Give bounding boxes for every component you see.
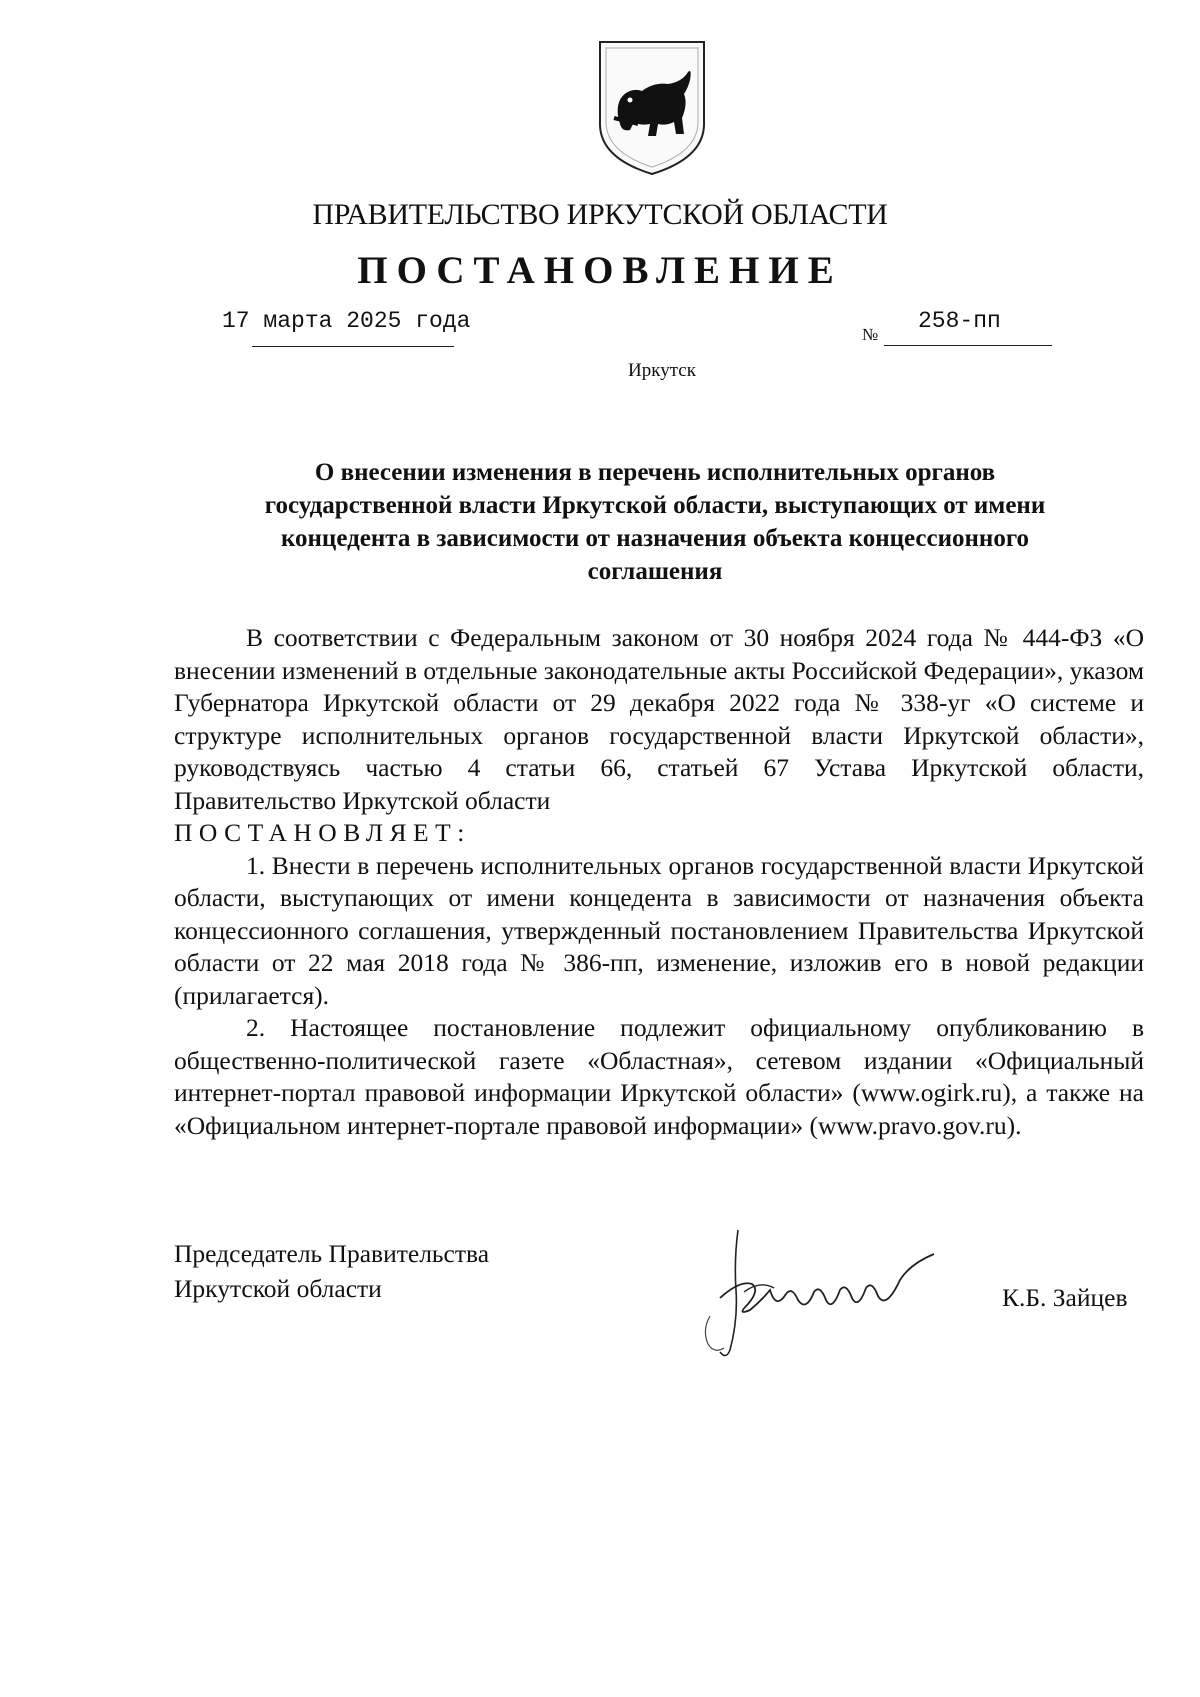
document-date: 17 марта 2025 года <box>222 308 471 334</box>
item-1-paragraph: 1. Внести в перечень исполнительных органов государственной власти Иркутской области, выступающих от имени концедента в зависимости от назначения объекта концессионного соглашения, утвержденный постановлением Правительства Иркутской области от 22 мая 2018 года № 386-пп, изменение, изложив его в новой редакции (прилагается). <box>174 850 1144 1010</box>
title-line: государственной власти Иркутской области, выступающих от имени <box>264 492 1046 519</box>
date-underline <box>252 346 454 347</box>
title-line: О внесении изменения в перечень исполнительных органов <box>314 459 996 486</box>
document-body <box>174 622 1144 1142</box>
number-sign: № <box>862 325 879 344</box>
signatory-position <box>174 1236 489 1306</box>
handwritten-signature-icon <box>690 1220 970 1370</box>
coat-of-arms-icon <box>596 38 708 178</box>
document-city: Иркутск <box>628 360 696 381</box>
title-line: соглашения <box>587 558 723 585</box>
position-line: Председатель Правительства <box>174 1239 490 1268</box>
position-line: Иркутской области <box>174 1274 382 1303</box>
decree-word: ПОСТАНОВЛЯЕТ: <box>174 818 471 847</box>
document-type: ПОСТАНОВЛЕНИЕ <box>357 249 843 292</box>
item-2-paragraph: 2. Настоящее постановление подлежит официальному опубликованию в общественно-политической газете «Областная», сетевом издании «Официальный интернет-портал правовой информации Иркутской области» (www.ogirk.ru), а также на «Официальном интернет-портале правовой информации» (www.pravo.gov.ru). <box>174 1013 1144 1140</box>
number-underline <box>884 345 1052 346</box>
organization-name: ПРАВИТЕЛЬСТВО ИРКУТСКОЙ ОБЛАСТИ <box>312 198 888 231</box>
document-number: 258-пп <box>918 308 1001 334</box>
document-title <box>160 456 1150 588</box>
signatory-name: К.Б. Зайцев <box>1002 1283 1128 1312</box>
title-line: концедента в зависимости от назначения объекта концессионного <box>280 525 1030 552</box>
preamble-paragraph: В соответствии с Федеральным законом от 30 ноября 2024 года № 444-ФЗ «О внесении изменений в отдельные законодательные акты Российской Федерации», указом Губернатора Иркутской области от 29 декабря 2022 года № 338-уг «О системе и структуре исполнительных органов государственной власти Иркутской области», руководствуясь частью 4 статьи 66, статьей 67 Устава Иркутской области, Правительство Иркутской области <box>174 623 1144 815</box>
